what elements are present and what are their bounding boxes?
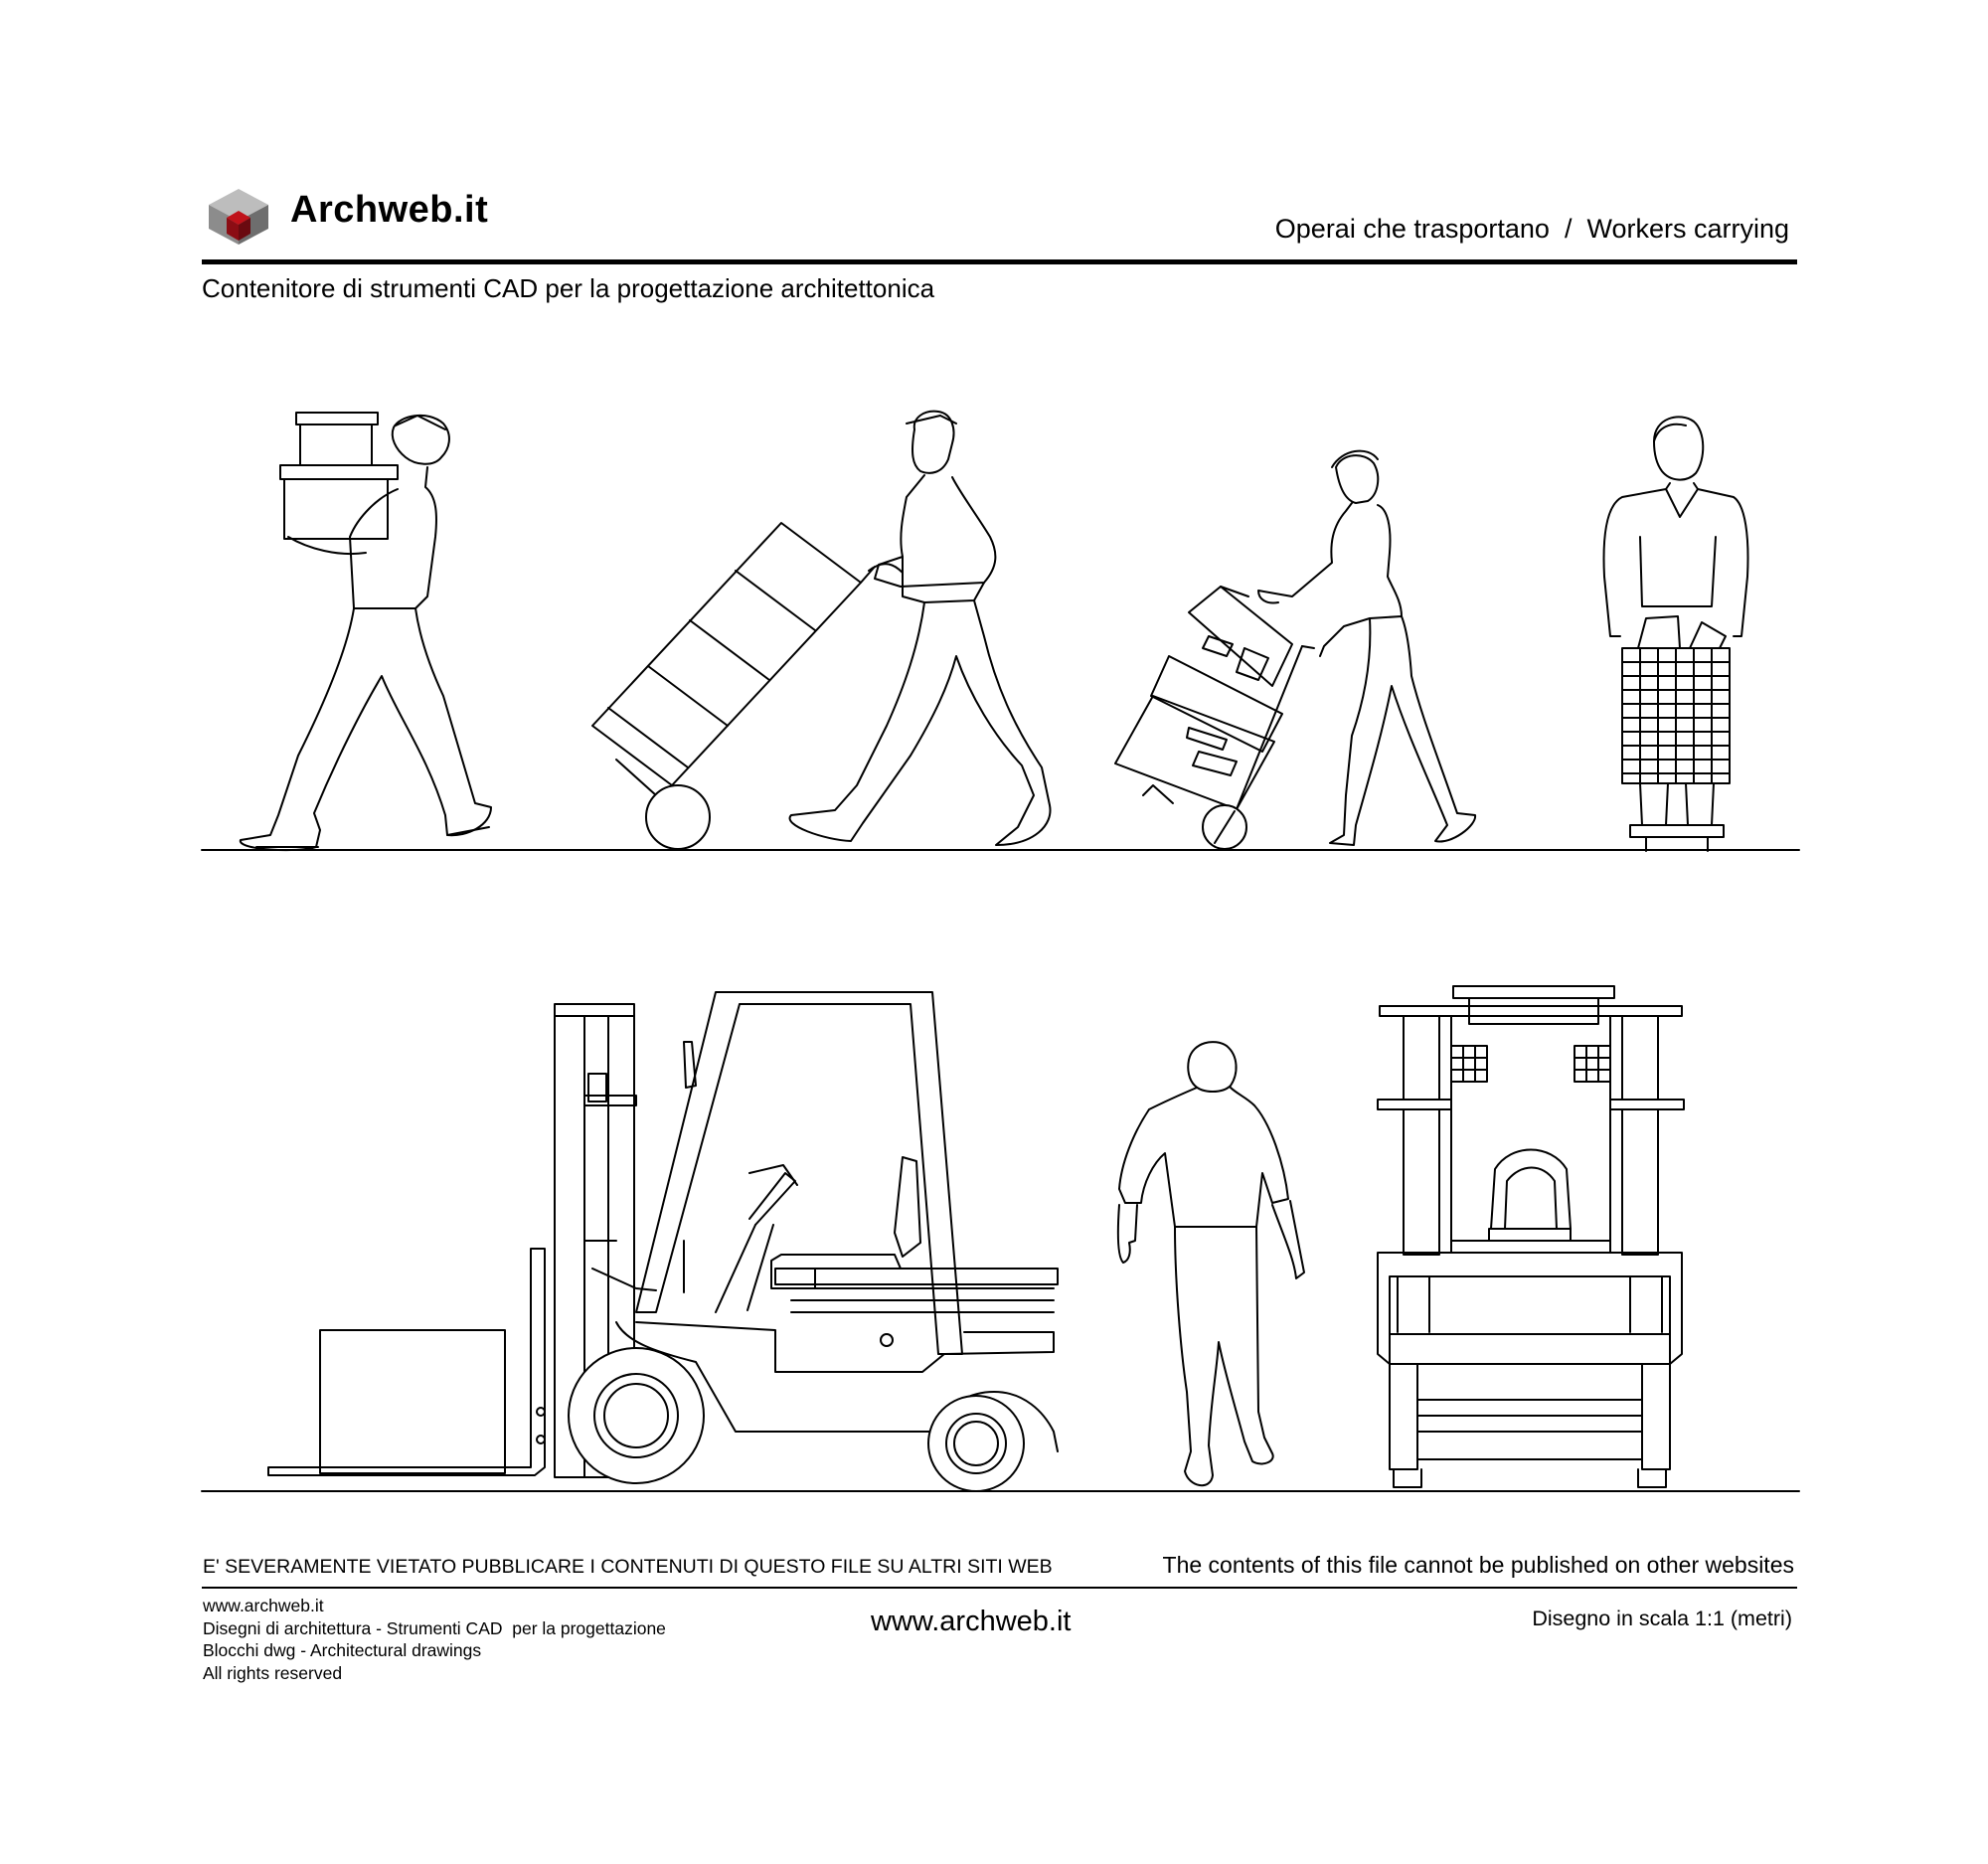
footer-website: www.archweb.it: [871, 1606, 1072, 1637]
worker-front-with-basket: [1604, 417, 1748, 851]
worker-pushing-hand-truck: [592, 412, 1051, 849]
worker-carrying-boxes: [241, 413, 491, 850]
footer-line: All rights reserved: [203, 1662, 343, 1683]
worker-woman-hand-truck: [1115, 451, 1475, 849]
brand-name: Archweb.it: [290, 189, 489, 231]
scale-note: Disegno in scala 1:1 (metri): [1532, 1607, 1792, 1630]
footer-line: Disegni di architettura - Strumenti CAD per la progettazione: [203, 1617, 666, 1638]
footer-line: www.archweb.it: [203, 1596, 324, 1615]
footer-rule: [202, 1587, 1797, 1589]
footer-line: Blocchi dwg - Architectural drawings: [203, 1640, 482, 1660]
copyright-notice-english: The contents of this file cannot be published on other websites: [1162, 1552, 1794, 1578]
copyright-notice-italian: E' SEVERAMENTE VIETATO PUBBLICARE I CONTENUTI DI QUESTO FILE SU ALTRI SITI WEB: [203, 1556, 1053, 1578]
page-title: Operai che trasportano / Workers carrying: [1274, 214, 1789, 244]
forklift-side-view: [268, 992, 1058, 1491]
footer-info: [203, 1595, 666, 1684]
page-subtitle: Contenitore di strumenti CAD per la progettazione architettonica: [202, 273, 935, 303]
worker-back-view-walking: [1118, 1042, 1304, 1485]
forklift-front-view: [1378, 986, 1684, 1487]
